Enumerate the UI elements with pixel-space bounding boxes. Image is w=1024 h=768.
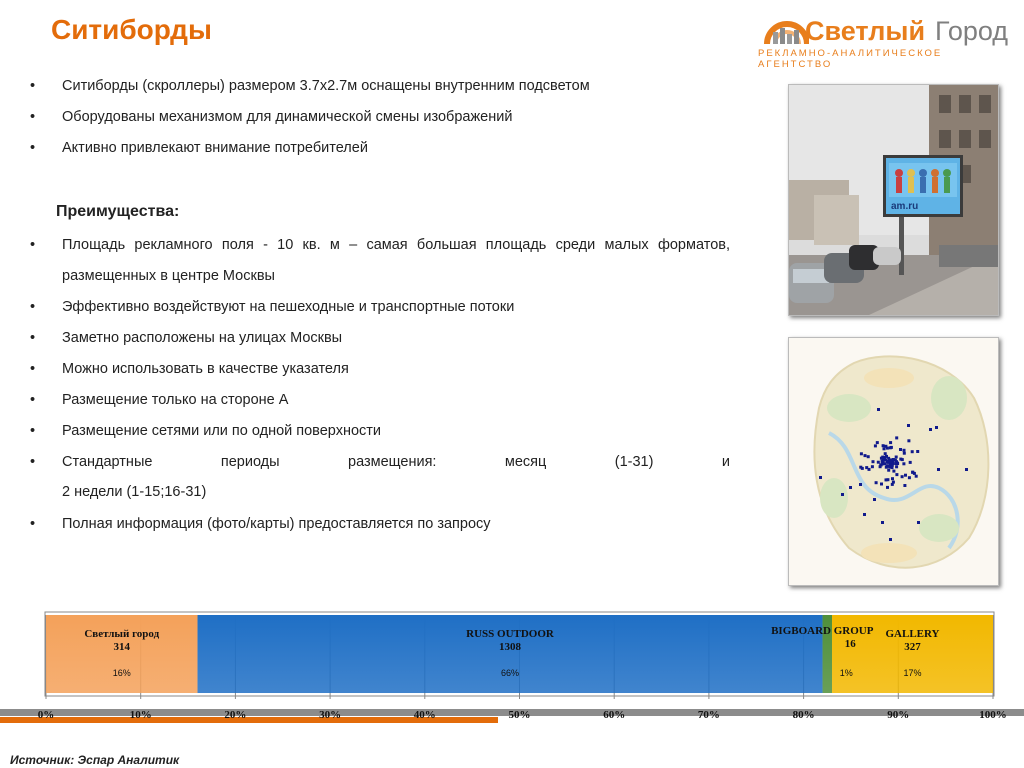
period-word: и bbox=[721, 454, 730, 470]
map-dot bbox=[859, 466, 862, 469]
map-dot bbox=[871, 465, 874, 468]
map-dot bbox=[876, 441, 879, 444]
logo-brand-2: Город bbox=[935, 16, 1009, 46]
series-percent-label: 1% bbox=[839, 668, 853, 678]
map-dot bbox=[864, 454, 867, 457]
x-tick-label: 20% bbox=[224, 709, 247, 721]
map-dot bbox=[884, 452, 887, 455]
period-word: (1-31) bbox=[614, 454, 654, 470]
series-name-label: Светлый город bbox=[84, 628, 160, 640]
advantages-list bbox=[28, 230, 730, 540]
map-dot bbox=[895, 456, 898, 459]
map-dot bbox=[911, 450, 914, 453]
map-dot bbox=[892, 470, 895, 473]
bar-russ-outdoor bbox=[198, 615, 823, 693]
map-dot bbox=[911, 471, 914, 474]
period-word: месяц bbox=[504, 454, 547, 470]
map-dot bbox=[873, 498, 876, 501]
map-dot bbox=[903, 449, 906, 452]
list-item: • Размещение сетями или по одной поверхности bbox=[28, 416, 730, 447]
map-dot bbox=[887, 469, 890, 472]
map-dot bbox=[889, 538, 892, 541]
moscow-map bbox=[788, 337, 999, 586]
stacked-bar-chart bbox=[0, 600, 1024, 730]
series-name-label: GALLERY bbox=[885, 628, 940, 640]
list-item: • Размещение только на стороне А bbox=[28, 385, 730, 416]
series-value-label: 1308 bbox=[499, 641, 522, 653]
company-logo bbox=[755, 10, 1015, 70]
x-tick-label: 100% bbox=[979, 709, 1007, 721]
map-dot bbox=[886, 447, 889, 450]
map-dot bbox=[877, 461, 880, 464]
citiboard-photo bbox=[788, 84, 999, 316]
map-dot bbox=[889, 441, 892, 444]
x-tick-label: 50% bbox=[508, 709, 531, 721]
map-dot bbox=[929, 428, 932, 431]
x-tick-label: 60% bbox=[603, 709, 626, 721]
period-word: • Стандартные bbox=[62, 454, 153, 470]
map-dot bbox=[849, 486, 852, 489]
map-dot bbox=[865, 466, 868, 469]
map-dot bbox=[881, 460, 884, 463]
map-dot bbox=[907, 424, 910, 427]
map-dot bbox=[859, 483, 862, 486]
map-dot bbox=[904, 474, 907, 477]
list-item: • Эффективно воздействуют на пешеходные и транспортные потоки bbox=[28, 292, 730, 323]
map-dot bbox=[886, 486, 889, 489]
map-dot bbox=[899, 448, 902, 451]
list-item: • Можно использовать в качестве указателя bbox=[28, 354, 730, 385]
map-dot bbox=[867, 455, 870, 458]
period-word: размещения: bbox=[348, 454, 437, 470]
period-word: периоды bbox=[220, 454, 280, 470]
map-dot bbox=[889, 446, 892, 449]
map-dot bbox=[896, 461, 899, 464]
map-dot bbox=[935, 426, 938, 429]
periods-line-1 bbox=[62, 447, 730, 478]
logo-brand-1: Светлый bbox=[805, 16, 926, 46]
list-item: • Ситиборды (скроллеры) размером 3.7х2.7м оснащены внутренним подсветом bbox=[28, 71, 730, 102]
advantages-heading: Преимущества: bbox=[56, 203, 180, 220]
billboard-text: am.ru bbox=[891, 201, 919, 212]
map-dot bbox=[903, 452, 906, 455]
map-dot bbox=[895, 465, 898, 468]
map-dot bbox=[937, 468, 940, 471]
map-dot bbox=[877, 408, 880, 411]
series-value-label: 16 bbox=[844, 638, 856, 650]
street-scene-image bbox=[789, 85, 998, 315]
bar-светлый-город bbox=[46, 615, 198, 693]
map-dot bbox=[872, 460, 875, 463]
series-percent-label: 66% bbox=[501, 668, 520, 678]
periods-line-2: 2 недели (1-15;16-31) bbox=[62, 484, 207, 500]
locations-map-image bbox=[789, 338, 998, 585]
map-dot bbox=[916, 450, 919, 453]
map-dot bbox=[841, 493, 844, 496]
map-dot bbox=[881, 521, 884, 524]
map-dot bbox=[895, 436, 898, 439]
logo-sun-icon bbox=[763, 10, 809, 46]
map-dot bbox=[886, 478, 889, 481]
page-title: Ситиборды bbox=[51, 14, 212, 45]
series-name-label: RUSS OUTDOOR bbox=[466, 628, 554, 640]
list-item: • Полная информация (фото/карты) предоставляется по запросу bbox=[28, 509, 730, 540]
features-list bbox=[28, 71, 730, 164]
logo-tagline: РЕКЛАМНО-АНАЛИТИЧЕСКОЕ АГЕНТСТВО bbox=[758, 48, 943, 70]
map-dot bbox=[819, 476, 822, 479]
map-dot bbox=[875, 481, 878, 484]
x-tick-label: 10% bbox=[129, 709, 152, 721]
map-dot bbox=[901, 475, 904, 478]
list-item: • Активно привлекают внимание потребителей bbox=[28, 133, 730, 164]
list-item: • Оборудованы механизмом для динамической смены изображений bbox=[28, 102, 730, 133]
list-item: • Заметно расположены на улицах Москвы bbox=[28, 323, 730, 354]
series-value-label: 314 bbox=[113, 641, 131, 653]
map-dot bbox=[908, 476, 911, 479]
list-item-periods bbox=[28, 447, 730, 506]
map-dot bbox=[890, 458, 893, 461]
map-dot bbox=[883, 456, 886, 459]
x-tick-label: 0% bbox=[37, 709, 55, 721]
map-dot bbox=[891, 477, 894, 480]
map-dot bbox=[907, 439, 910, 442]
source-note: Источник: Эспар Аналитик bbox=[10, 753, 180, 767]
map-dot bbox=[885, 466, 888, 469]
list-item: • Площадь рекламного поля - 10 кв. м – самая большая площадь среди малых форматов, размещенных в центре Москвы bbox=[28, 230, 730, 292]
map-dot bbox=[917, 521, 920, 524]
market-share-chart bbox=[0, 600, 1024, 730]
map-dot bbox=[895, 473, 898, 476]
series-value-label: 327 bbox=[904, 641, 921, 653]
map-dot bbox=[899, 458, 902, 461]
series-percent-label: 16% bbox=[112, 668, 131, 678]
map-dot bbox=[891, 464, 894, 467]
map-dot bbox=[874, 444, 877, 447]
map-dot bbox=[882, 444, 885, 447]
x-tick-label: 30% bbox=[319, 709, 342, 721]
map-dot bbox=[965, 468, 968, 471]
x-tick-label: 70% bbox=[697, 709, 720, 721]
x-tick-label: 80% bbox=[792, 709, 815, 721]
map-dot bbox=[863, 513, 866, 516]
map-dot bbox=[903, 484, 906, 487]
x-tick-label: 40% bbox=[413, 709, 436, 721]
map-dot bbox=[902, 462, 905, 465]
series-percent-label: 17% bbox=[903, 668, 922, 678]
map-dot bbox=[880, 483, 883, 486]
map-dot bbox=[915, 475, 918, 478]
map-dot bbox=[909, 461, 912, 464]
map-dot bbox=[892, 481, 895, 484]
x-tick-label: 90% bbox=[887, 709, 910, 721]
series-name-label: BIGBOARD GROUP bbox=[771, 625, 874, 637]
map-dot bbox=[860, 452, 863, 455]
